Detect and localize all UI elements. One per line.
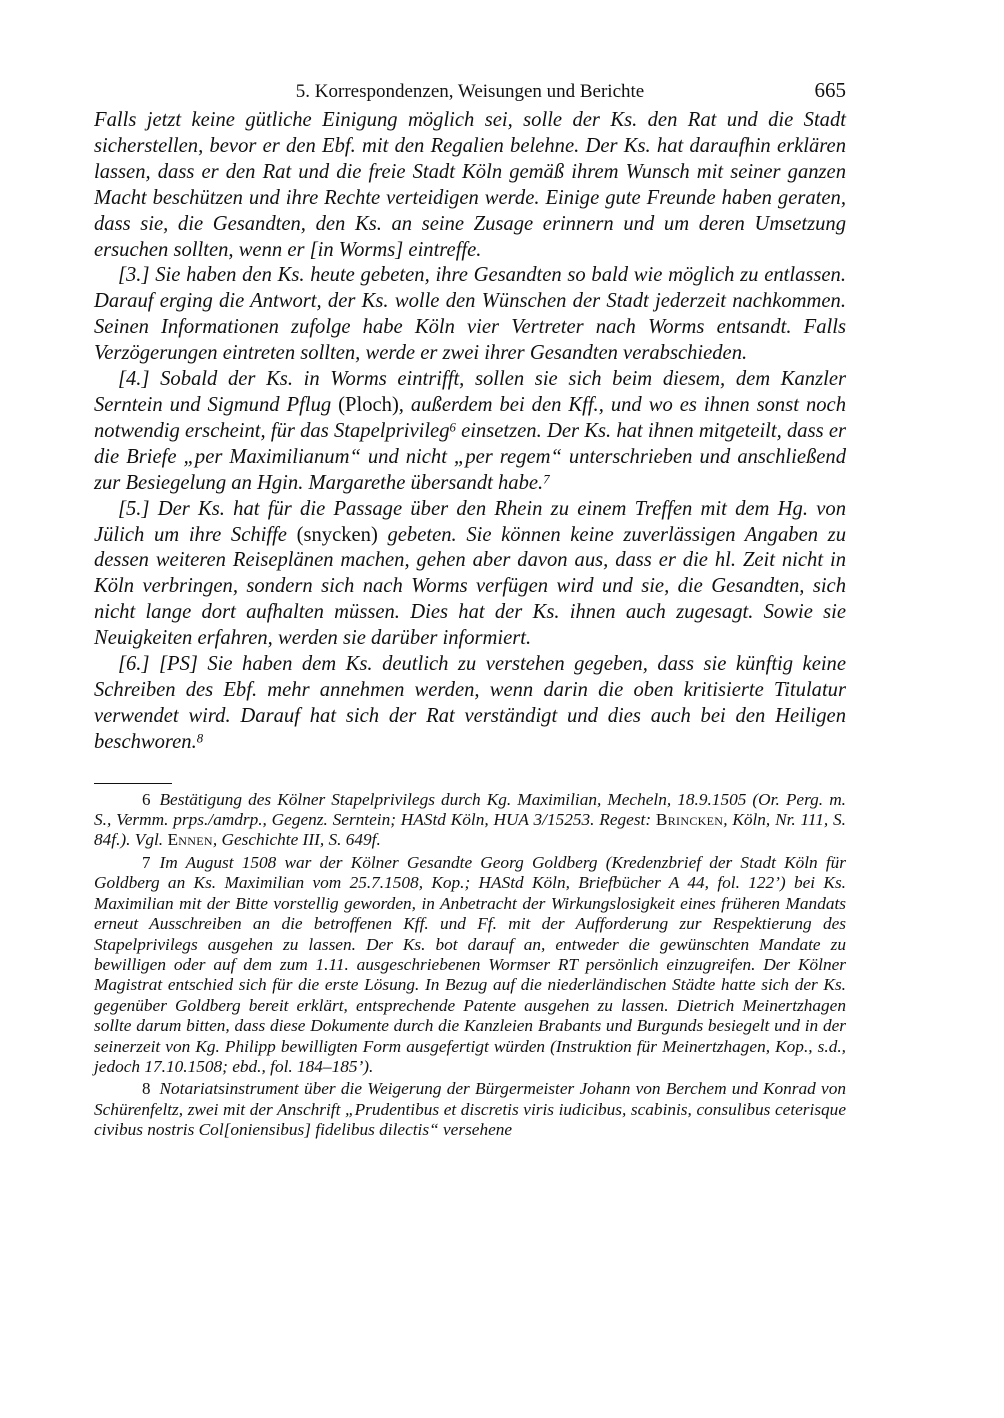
paragraph-3-text-b: , außerdem bei den Kff., und wo es ihnen sonst noch notwendig erscheint, für das Stapelprivileg [94,393,846,442]
footnote-6 [94,790,846,851]
running-head [94,78,846,108]
paragraph-3-text-a: [4.] Sobald der Ks. in Worms eintrifft, sollen sie sich beim diesem, dem Kanzler Serntein und Sigmund Pflug [94,368,846,416]
footnote-ref-7[interactable]: 7 [543,471,550,486]
page-number: 665 [814,78,846,102]
paragraph-2: [3.] Sie haben den Ks. heute gebeten, ihre Gesandten so bald wie möglich zu entlassen. Darauf erging die Antwort, der Ks. wolle den Wünschen der Stadt jederzeit nachkommen. Seinen Informationen zufolge habe Köln vier Vertreter nach Worms entsandt. Falls Verzögerungen eintreten sollten, werde er zwei ihrer Gesandten verabschieden. [94,264,846,365]
paragraph-4-text-a: [5.] Der Ks. hat für die Passage über den Rhein zu einem Treffen mit dem Hg. von Jülich um ihre Schiffe [94,497,846,546]
paragraph-4-snycken: (snycken) [296,523,378,546]
footnote-6-author-ennen: Ennen [167,830,213,850]
footnote-7-text: Im August 1508 war der Kölner Gesandte Georg Goldberg (Kredenzbrief der Stadt Köln für Goldberg an Ks. Maximilian vom 25.7.1508, Kop.; HAStd Köln, Briefbücher A 44, fol. 122’) bei Ks. Maximilian mit der Bitte vorstellig geworden, in Anbetracht der Wirkungslosigkeit eines früheren Mandats erneut Ausschreiben an die betroffenen Kff. und Ff. mit der Aufforderung zur Respektierung des Stapelprivilegs ausgehen zu lassen. Der Ks. bot darauf an, entweder die gewünschten Mandate zu bewilligen oder auf dem zum 1.11. ausgeschriebenen Wormser RT persönlich einzugreifen. Der Kölner Magistrat entschied sich für die erste Lösung. In Bezug auf die niederländischen Städte hatte sich der Ks. gegenüber Goldberg bereit erklärt, entsprechende Patente ausgehen zu lassen. Dietrich Meinertzhagen sollte darum bitten, dass diese Dokumente durch die Kanzleien Brabants und Burgunds besiegelt und in der seinerzeit von Kg. Philipp bewilligten Form ausgefertigt würden (Instruktion für Meinertzhagen, Kop., s.d., jedoch 17.10.1508; ebd., fol. 184–185’). [94,852,846,1076]
paragraph-4 [94,497,846,652]
footnote-8-text: Notariatsinstrument über die Weigerung der Bürgermeister Johann von Berchem und Konrad von Schürenfeltz, zwei mit der Anschrift „Prudentibus et discretis viris iudicibus, scabinis, consulibus ceterisque civibus nostris Col[oniensibus] fidelibus dilectis“ versehene [94,1079,846,1140]
paragraph-5-text: [6.] [PS] Sie haben dem Ks. deutlich zu verstehen gegeben, dass sie künftig keine Schreiben des Ebf. mehr annehmen werden, wenn darin die oben kritisierte Titulatur verwendet wird. Darauf hat sich der Rat verständigt und dies auch bei den Heiligen beschworen. [94,653,846,753]
footnote-ref-6[interactable]: 6 [449,420,456,435]
footnote-7 [94,853,846,1077]
running-title: 5. Korrespondenzen, Weisungen und Berichte [295,81,645,102]
footnote-6-text-a: Bestätigung des Kölner Stapelprivilegs durch Kg. Maximilian, Mecheln, 18.9.1505 (Or. Perg. m. S., Vermm. prps./amdrp., Gegenz. Serntein; HAStd Köln, HUA 3/15253. Regest: [94,789,846,830]
paragraph-1: Falls jetzt keine gütliche Einigung möglich sei, solle der Ks. den Rat und die Stadt sicherstellen, bevor er den Ebf. mit den Regalien belehne. Der Ks. hat daraufhin erklären lassen, dass er den Rat und die freie Stadt Köln gemäß ihrem Wunsch mit seiner ganzen Macht beschützen und ihre Rechte verteidigen werde. Einige gute Freunde haben geraten, dass sie, die Gesandten, den Ks. an seine Zusage erinnern und um deren Umsetzung ersuchen sollten, wenn er [in Worms] eintreffe. [94,109,846,261]
footnote-7-number: 7 [142,852,151,872]
footnote-6-text-b: , Köln, Nr. 111, S. 84f.). Vgl. [94,810,846,850]
footnote-8 [94,1079,846,1140]
paragraph-3 [94,367,846,497]
footnotes [94,790,846,1141]
footnote-6-number: 6 [142,789,151,809]
footnote-separator [94,783,172,784]
footnote-6-author-brincken: Brincken [655,810,724,830]
paragraph-5 [94,652,846,756]
paragraph-3-text-c: einsetzen. Der Ks. hat ihnen mitgeteilt, dass er die Briefe „per Maximilianum“ und nicht „per regem“ unterschrieben und anschließend zur Besiegelung an Hgin. Margarethe übersandt habe. [94,419,846,494]
footnote-6-text-c: , Geschichte III, S. 649f. [212,830,381,850]
footnote-8-number: 8 [142,1079,151,1099]
paragraph-3-ploch: (Ploch) [338,393,399,416]
paragraph-4-text-b: gebeten. Sie können keine zuverlässigen Angaben zu dessen weiteren Reiseplänen machen, gehen aber davon aus, dass er die hl. Zeit nicht in Köln verbringen, sondern sich nach Worms verfügen wird und sie, die Gesandten, sich nicht lange dort aufhalten müssen. Dies hat der Ks. ihnen auch zugesagt. Sowie sie Neuigkeiten erfahren, werden sie darüber informiert. [94,523,846,650]
footnote-ref-8[interactable]: 8 [196,731,204,746]
main-text [94,108,846,756]
document-page [94,78,846,1141]
